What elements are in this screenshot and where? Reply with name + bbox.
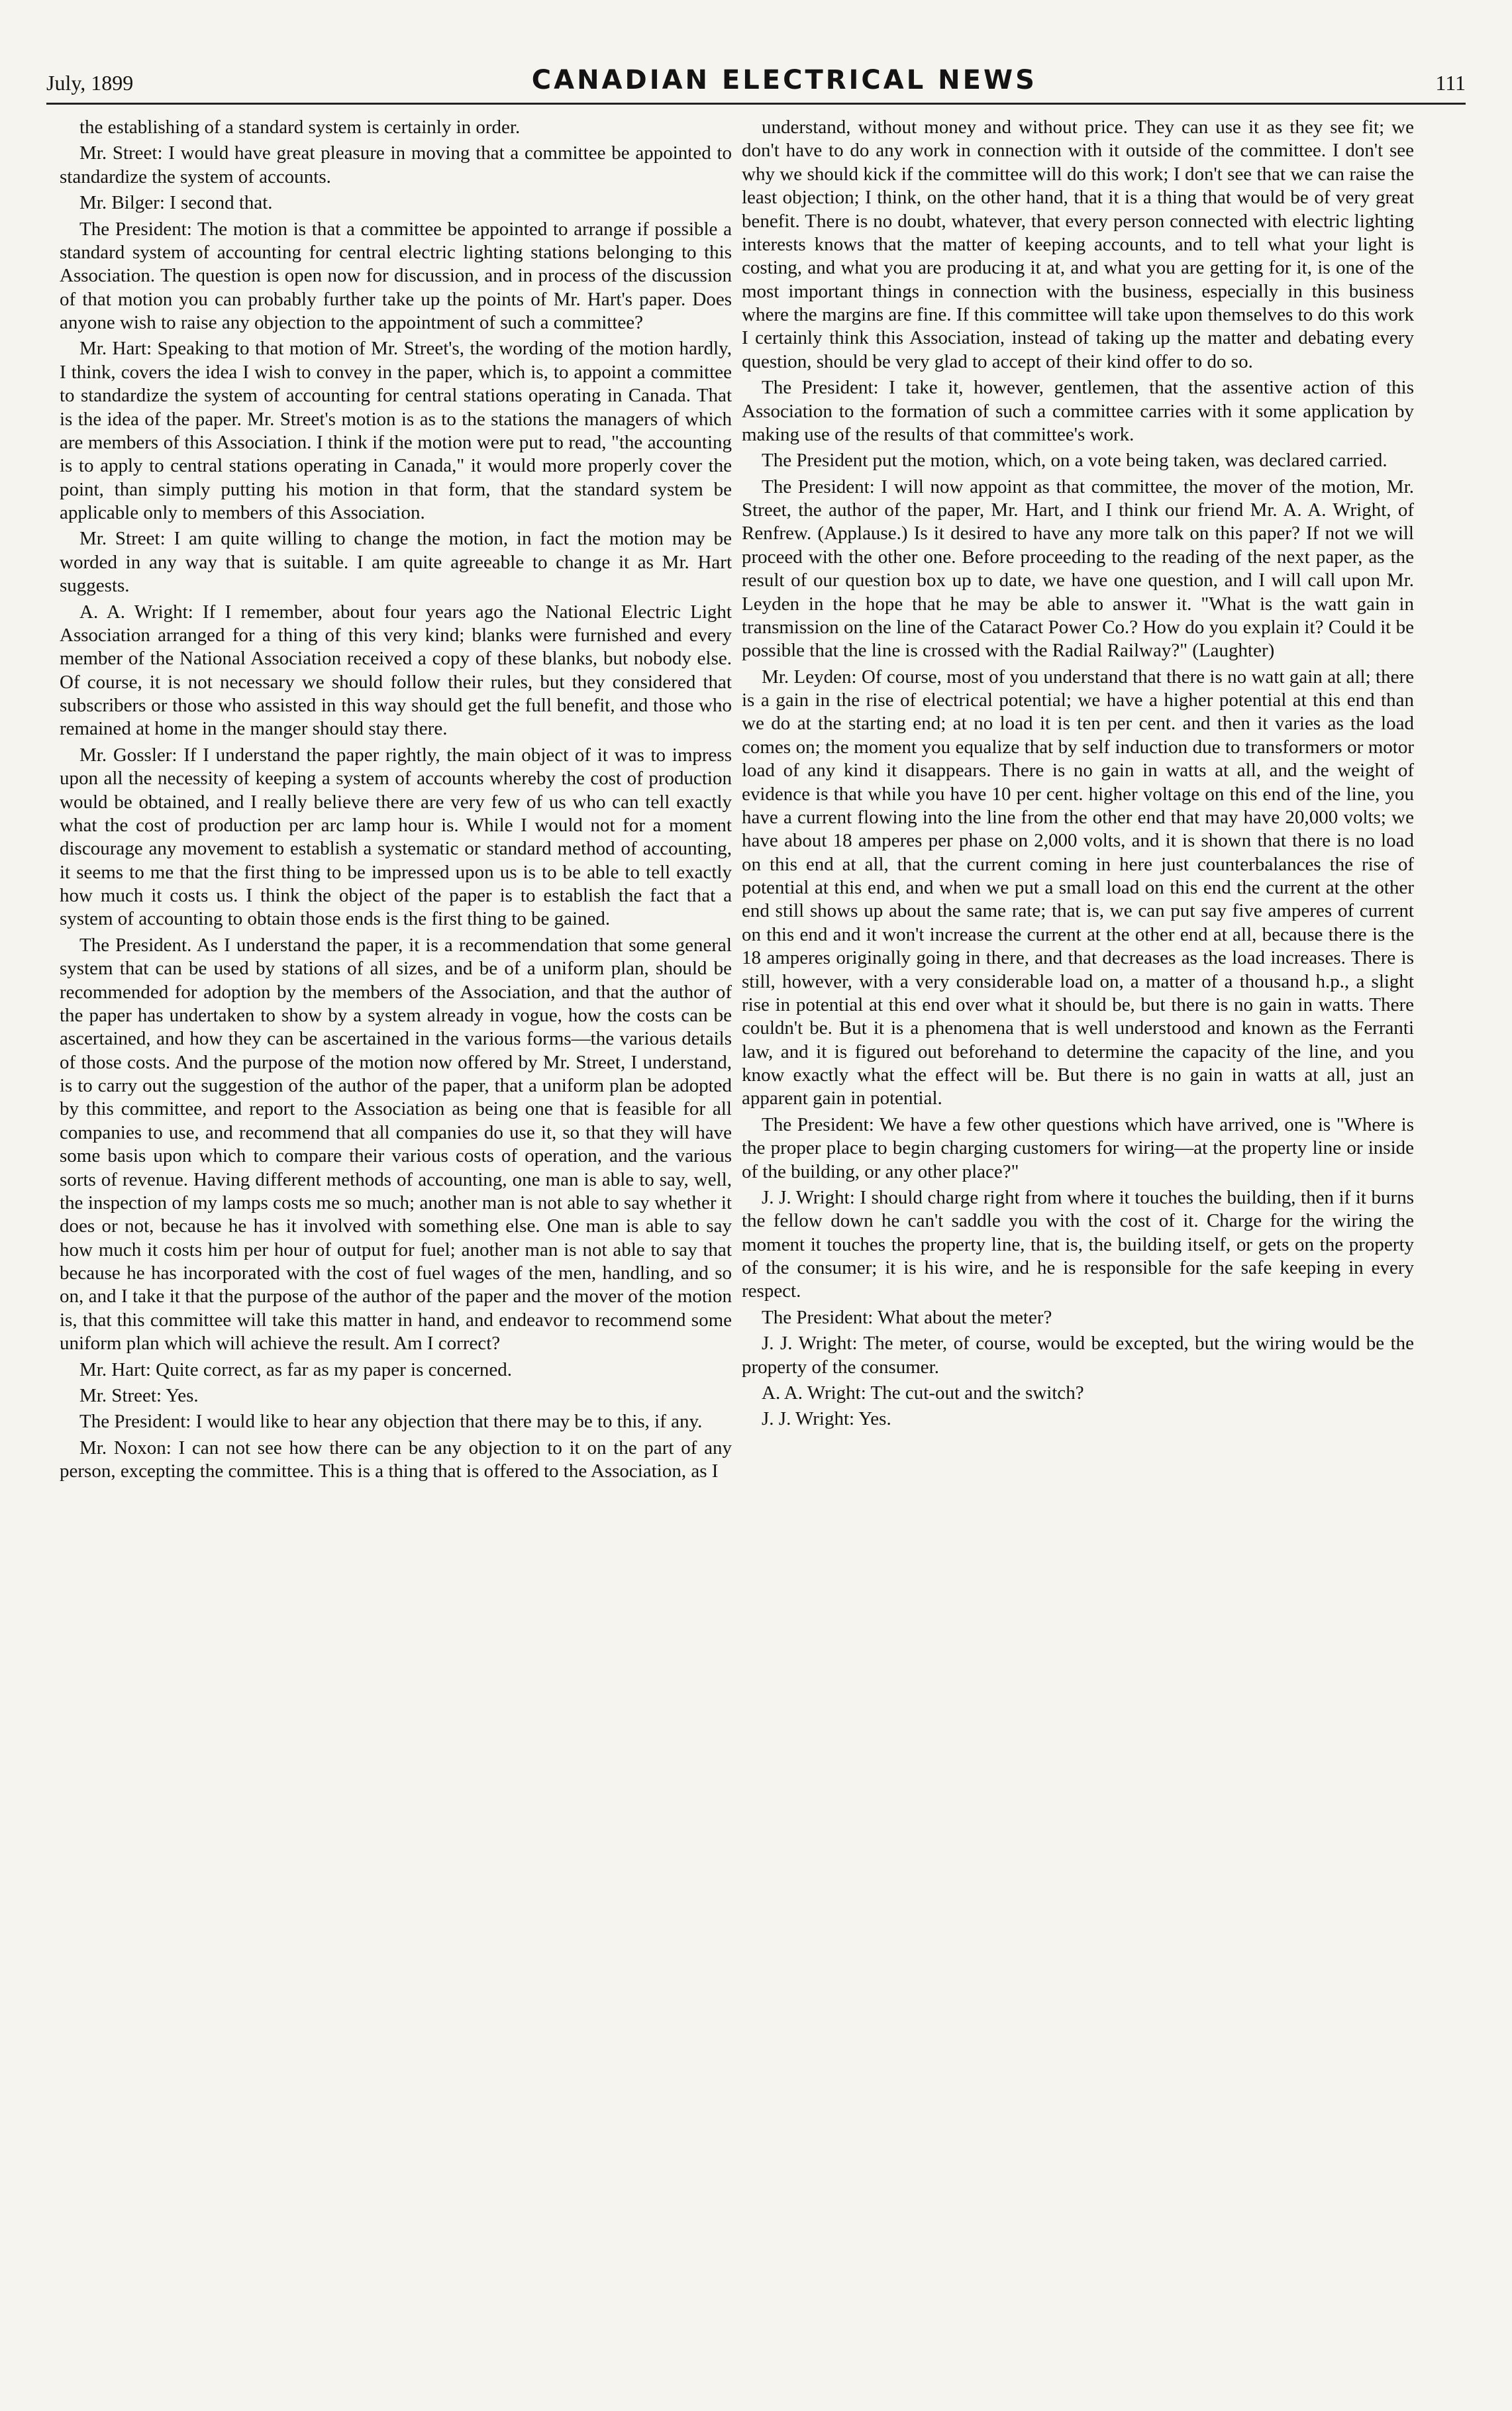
right-column (742, 116, 1414, 2332)
paragraph: The President: I will now appoint as that committee, the mover of the motion, Mr. Street, the author of the paper, Mr. Hart, and I think our friend Mr. A. A. Wright, of Renfrew. (Applause.) Is it desired to have any more talk on this paper? If not we will proceed with the other one. Before proceeding to the reading of the next paper, as the result of our question box up to date, we have one question, and I will call upon Mr. Leyden in the hope that he may be able to answer it. "What is the watt gain in transmission on the line of the Cataract Power Co.? How do you explain it? Could it be possible that the line is crossed with the Radial Railway?" (Laughter) (742, 476, 1414, 662)
paragraph: Mr. Gossler: If I understand the paper rightly, the main object of it was to impress upon all the necessity of keeping a system of accounts whereby the cost of production would be obtained, and I really believe there are very few of us who can tell exactly what the cost of production per arc lamp hour is. While I would not for a moment discourage any movement to establish a systematic or standard method of accounting, it seems to me that the first thing to be impressed upon us is to be able to tell exactly how much it costs us. I think the object of the paper is to establish the fact that a system of accounting to obtain those ends is the first thing to be gained. (60, 744, 732, 930)
paragraph: Mr. Street: I am quite willing to change the motion, in fact the motion may be worded in any way that is suitable. I am quite agreeable to change it as Mr. Hart suggests. (60, 528, 732, 597)
paragraph: Mr. Noxon: I can not see how there can be any objection to it on the part of any person, excepting the committee. This is a thing that is offered to the Association, as I (60, 1437, 732, 1482)
paragraph: A. A. Wright: If I remember, about four years ago the National Electric Light Association arranged for a thing of this very kind; blanks were furnished and every member of the National Association received a copy of these blanks, but nobody else. Of course, it is not necessary we should follow their rules, but they considered that subscribers or those who assisted in this way should get the full benefit, and those who remained at home in the manger should stay there. (60, 601, 732, 740)
left-column (60, 116, 732, 2332)
paragraph: Mr. Bilger: I second that. (79, 192, 273, 214)
header-rule (46, 103, 1466, 105)
paragraph: the establishing of a standard system is certainly in order. (79, 117, 521, 138)
paragraph: J. J. Wright: The meter, of course, would be excepted, but the wiring would be the property of the consumer. (742, 1333, 1414, 1378)
paragraph: Mr. Street: I would have great pleasure in moving that a committee be appointed to standardize the system of accounts. (60, 142, 732, 187)
page-header (46, 56, 1466, 95)
paragraph: Mr. Hart: Speaking to that motion of Mr. Street's, the wording of the motion hardly, I think, covers the idea I wish to convey in the paper, which is, to appoint a committee to standardize the system of accounting for central stations operating in Canada. That is the idea of the paper. Mr. Street's motion is as to the stations the managers of which are members of this Association. I think if the motion were put to read, "the accounting is to apply to central stations operating in Canada," it would more properly cover the point, than simply putting his motion in that form, that the standard system be applicable only to members of this Association. (60, 338, 732, 523)
paragraph: understand, without money and without price. They can use it as they see fit; we don't have to do any work in connection with it outside of the committee. I don't see why we should kick if the committee will do this work; I don't see that we can raise the least objection; I think, on the other hand, that it is a thing that would be of very great benefit. There is no doubt, whatever, that every person connected with electric lighting interests knows that the matter of keeping accounts, and to tell what your light is costing, and what you are producing it at, and what you are getting for it, is one of the most important things in connection with the business, especially in this business where the margins are fine. If this committee will take upon themselves to do this work I certainly think this Association, instead of taking up the matter and debating every question, should be very glad to accept of their kind offer to do so. (742, 117, 1414, 372)
paragraph: Mr. Hart: Quite correct, as far as my paper is concerned. (79, 1359, 513, 1380)
paragraph: J. J. Wright: Yes. (762, 1408, 891, 1430)
paragraph: J. J. Wright: I should charge right from where it touches the building, then if it burns the fellow down he can't saddle you with the cost of it. Charge for the wiring the moment it touches the property line, that is, the building itself, or gets on the property of the consumer; it is his wire, and he is responsible for the safe keeping in every respect. (742, 1186, 1414, 1302)
paragraph: Mr. Leyden: Of course, most of you understand that there is no watt gain at all; there is a gain in the rise of electrical potential; we have a higher potential at this end than we do at the starting end; at no load it is ten per cent. and then it varies as the load comes on; the moment you equalize that by self induction due to transformers or motor load of any kind it disappears. There is no gain in watts at all, and the weight of evidence is that while you have 10 per cent. higher voltage on this end of the line, you have a current flowing into the line from the other end that may have 20,000 volts; we have about 18 amperes per phase on 2,000 volts, and it is shown that there is no load on this end at all, that the current coming in here just counterbalances the rise of potential at this end, and when we put a small load on this end the current at the other end still shows up about the same rate; that is, we can put say five amperes of current on this end and it won't increase the current at the other end at all, because there is the 18 amperes originally going in there, and that decreases as the load increases. There is still, however, with a very considerable load on, a matter of a thousand h.p., a slight rise in potential at this end over what it should be, but there is no gain in watts. There couldn't be. But it is a phenomena that is well understood and known as the Ferranti law, and it is figured out beforehand to determine the capacity of the line, and you know exactly what the effect will be. But there is no gain in watts at all, just an apparent gain in potential. (742, 666, 1414, 1109)
paragraph: The President: We have a few other questions which have arrived, one is "Where is the proper place to begin charging customers for wiring—at the property line or inside of the building, or any other place?" (742, 1113, 1414, 1182)
masthead-title: CANADIAN ELECTRICAL NEWS (531, 65, 1037, 95)
paragraph: The President: I take it, however, gentlemen, that the assentive action of this Association to the formation of such a committee carries with it some application by making use of the results of that committee's work. (742, 377, 1414, 445)
paragraph: Mr. Street: Yes. (79, 1384, 199, 1406)
paragraph: The President: The motion is that a committee be appointed to arrange if possible a standard system of accounting for central electric lighting stations belonging to this Association. The question is open now for discussion, and in process of the discussion of that motion you can probably further take up the points of Mr. Hart's paper. Does anyone wish to raise any objection to the appointment of such a committee? (60, 218, 732, 333)
page-number: 111 (1435, 71, 1466, 95)
issue-date: July, 1899 (46, 71, 134, 95)
paragraph: The President. As I understand the paper, it is a recommendation that some general system that can be used by stations of all sizes, and be of a uniform plan, should be recommended for adoption by the members of the Association, and that the author of the paper has undertaken to show by a system already in vogue, how the costs can be ascertained, and how they can be ascertained in the various forms—the various details of those costs. And the purpose of the motion now offered by Mr. Street, I understand, is to carry out the suggestion of the author of the paper, that a uniform plan be adopted by this committee, and report to the Association as being one that is feasible for all companies to use, and recommend that all companies do use it, so that they will have some basis upon which to compare their various costs of operation, and the various sorts of revenue. Having different methods of accounting, one man is able to say, well, the inspection of my lamps costs me so much; another man is not able to say whether it does or not, because he has it involved with something else. One man is able to say how much it costs him per hour of output for fuel; another man is not able to say that because he has incorporated with the cost of fuel wages of the men, handling, and so on, and I take it that the purpose of the author of the paper and the mover of the motion is, that this committee will take this matter in hand, and endeavor to recommend some uniform plan which will achieve the result. Am I correct? (60, 934, 732, 1355)
paragraph: The President put the motion, which, on a vote being taken, was declared carried. (762, 450, 1387, 472)
paragraph: The President: I would like to hear any objection that there may be to this, if any. (79, 1411, 703, 1433)
paragraph: The President: What about the meter? (762, 1306, 1052, 1328)
paragraph: A. A. Wright: The cut-out and the switch? (762, 1382, 1084, 1404)
